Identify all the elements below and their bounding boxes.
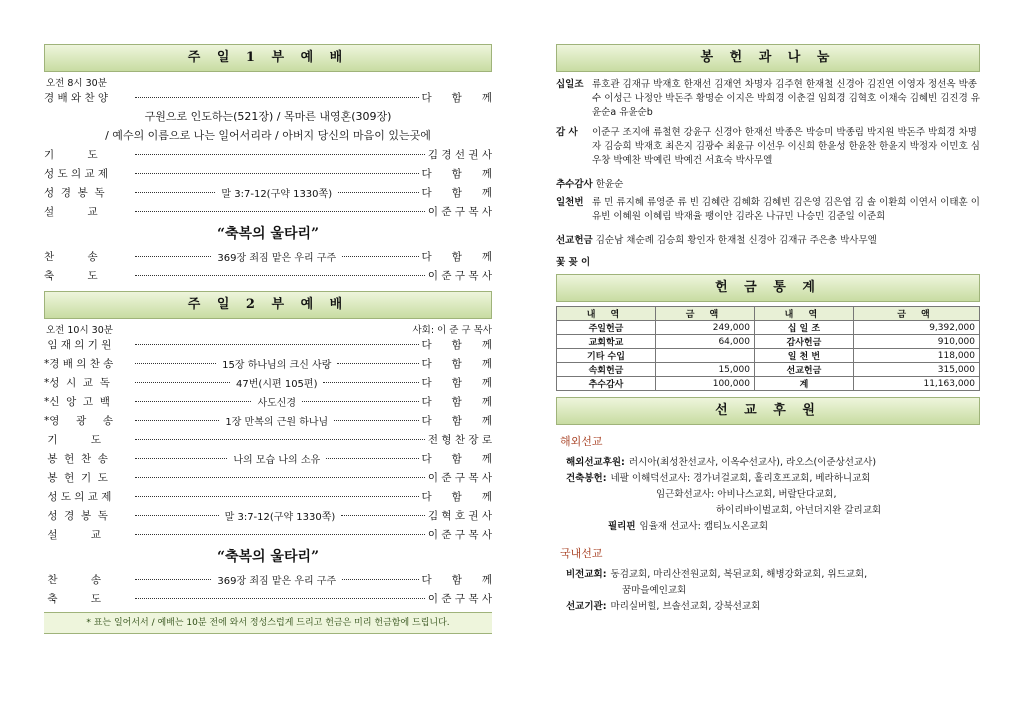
mission-text: 마리실버힐, 브솔선교회, 강북선교회	[610, 601, 761, 612]
order-row	[44, 487, 492, 506]
offering-section	[556, 78, 980, 120]
order-label: 봉 헌 찬 송	[44, 453, 108, 465]
mission-text: 러시아(최성찬선교사, 이옥수선교사), 라오스(이준상선교사)	[628, 457, 877, 468]
service1-title: 주 일 1 부 예 배	[44, 44, 492, 72]
domestic-heading: 국내선교	[560, 547, 603, 560]
offering-names: 이준구 조지애 류철현 강윤구 신경아 한재선 박종은 박승미 박종림 박지원 박돈주 박희경 차명자 김승희 박재호 최은지 김광수 최윤규 이선우 이신희 한윤성 한윤찬 한윤지 박정자 이민호 심우창 박예찬 박예린 박예건 서효숙 박사무엘	[592, 127, 980, 166]
service2-title: 주 일 2 부 예 배	[44, 291, 492, 319]
order-row	[44, 145, 492, 164]
order-leader: 이 준 구 목 사	[427, 529, 492, 541]
order-detail: 369장 죄짐 맡은 우리 구주	[217, 253, 337, 264]
order-leader: 이 준 구 목 사	[427, 472, 492, 484]
order-leader: 이 준 구 목 사	[427, 593, 492, 605]
dot-leader	[135, 515, 219, 516]
table-row	[557, 349, 980, 363]
dot-leader	[342, 256, 418, 257]
hymn-line: 구원으로 인도하는(521장) / 목마른 내영혼(309장)	[144, 110, 392, 123]
order-leader: 다 함 께	[421, 396, 492, 408]
order-row	[44, 506, 492, 525]
stats-amount: 118,000	[853, 349, 979, 363]
order-leader: 전 형 찬 장 로	[427, 434, 492, 446]
stats-header: 내 역	[557, 307, 656, 321]
dot-leader	[334, 420, 418, 421]
offering-category: 일천번	[556, 197, 584, 208]
offering-section	[556, 126, 980, 168]
order-label: 기 도	[44, 434, 102, 446]
order-leader: 다 함 께	[421, 574, 493, 586]
mission-text: 꿈마을예인교회	[622, 585, 687, 596]
dot-leader	[135, 97, 419, 98]
mission-row	[566, 519, 980, 535]
stats-table	[556, 306, 980, 391]
order-leader: 다 함 께	[421, 251, 493, 263]
dot-leader	[135, 579, 211, 580]
left-column	[44, 44, 492, 634]
order-row	[44, 468, 492, 487]
order-detail: 47번(시편 105편)	[236, 379, 318, 390]
offering-category: 감 사	[556, 127, 578, 138]
dot-leader	[337, 363, 418, 364]
stats-title: 헌 금 통 계	[556, 274, 980, 302]
stats-item: 주일헌금	[557, 321, 656, 335]
order-label: 경 배 와 찬 양	[44, 92, 109, 104]
order-leader: 이 준 구 목 사	[427, 270, 492, 282]
offering-names: 류호관 김재규 박재호 한재선 김재연 차명자 김주현 한재철 신경아 김진연 이영자 정선옥 박종수 이성근 나정안 박돈주 황명순 이지은 박희경 이춘걸 임희경 김혁호 이채숙 김혜빈 김진경 유윤순a 유윤순b	[592, 79, 980, 118]
order-label: 축 도	[44, 593, 102, 605]
dot-leader	[323, 382, 418, 383]
mission-row	[566, 583, 980, 599]
dot-leader	[135, 275, 425, 276]
order-leader: 다 함 께	[421, 168, 492, 180]
order-detail: 나의 모습 나의 소유	[233, 455, 321, 466]
table-row	[557, 321, 980, 335]
stats-item: 일 천 번	[754, 349, 853, 363]
dot-leader	[135, 192, 215, 193]
stats-header: 금 액	[853, 307, 979, 321]
offering-names: 류 민 류지혜 류영준 류 빈 김혜란 김혜화 김혜빈 김은영 김은엽 김 솔 이환희 이연서 이태훈 이유빈 이혜원 이혜림 박재율 팽이안 김라온 나규민 나승민 김준일 이준희	[592, 197, 980, 222]
dot-leader	[135, 211, 425, 212]
order-label: 성 도 의 교 제	[44, 168, 109, 180]
mission-text: 임율재 선교사: 캠티뇨시온교회	[639, 521, 769, 532]
dot-leader	[135, 173, 419, 174]
dot-leader	[342, 579, 418, 580]
service1-time: 오전 8시 30분	[46, 78, 107, 89]
order-leader: 다 함 께	[421, 339, 492, 351]
order-row	[44, 164, 492, 183]
stats-amount: 15,000	[655, 363, 754, 377]
dot-leader	[341, 515, 425, 516]
mission-text: 네팔 이해덕선교사: 경가녀걸교회, 홀리호프교회, 베라하니교회	[610, 473, 871, 484]
order-row	[44, 354, 492, 373]
order-row	[44, 335, 492, 354]
order-row	[44, 266, 492, 285]
order-leader: 다 함 께	[421, 491, 492, 503]
dot-leader	[326, 458, 418, 459]
stats-item: 속회헌금	[557, 363, 656, 377]
stats-item: 선교헌금	[754, 363, 853, 377]
stats-item: 십 일 조	[754, 321, 853, 335]
mission-row	[566, 487, 980, 503]
mission-row	[566, 503, 980, 519]
dot-leader	[135, 496, 419, 497]
mission-text: 임근화선교사: 아비나스교회, 버랄단다교회,	[656, 489, 837, 500]
stats-amount: 249,000	[655, 321, 754, 335]
service2-sermon-title: “축복의 울타리”	[216, 549, 320, 565]
table-row	[557, 377, 980, 391]
order-label: 성 경 봉 독	[44, 510, 108, 522]
mission-title: 선 교 후 원	[556, 397, 980, 425]
order-leader: 김 경 선 권 사	[427, 149, 492, 161]
order-row	[44, 373, 492, 392]
order-label: 찬 송	[44, 574, 102, 586]
stats-item: 감사헌금	[754, 335, 853, 349]
stats-amount	[655, 349, 754, 363]
order-row	[44, 88, 492, 107]
order-label: 성 경 봉 독	[44, 187, 105, 199]
order-leader: 이 준 구 목 사	[427, 206, 492, 218]
dot-leader	[338, 192, 418, 193]
order-label: 기 도	[44, 149, 98, 161]
order-leader: 다 함 께	[421, 92, 492, 104]
order-label: 임 재 의 기 원	[44, 339, 112, 351]
service-note: * 표는 일어서서 / 예배는 10분 전에 와서 정성스럽게 드리고 헌금은 미리 헌금함에 드립니다.	[44, 612, 492, 634]
stats-header: 금 액	[655, 307, 754, 321]
service2-presider: 사회: 이 준 구 목사	[412, 325, 492, 336]
stats-amount: 9,392,000	[853, 321, 979, 335]
table-row	[557, 363, 980, 377]
offering-mission: 선교헌금 김순남 채순례 김승희 황인자 한재철 신경아 김재규 주은총 박사무엘	[556, 235, 877, 246]
order-label: *경 배 의 찬 송	[44, 358, 114, 370]
order-row	[44, 570, 492, 589]
order-row	[44, 411, 492, 430]
order-row	[44, 589, 492, 608]
mission-text: 동검교회, 마리산전원교회, 복된교회, 해병강화교회, 위드교회,	[610, 569, 868, 580]
stats-item: 교회학교	[557, 335, 656, 349]
stats-amount: 11,163,000	[853, 377, 979, 391]
mission-row	[566, 455, 980, 471]
stats-header: 내 역	[754, 307, 853, 321]
order-detail: 369장 죄짐 맡은 우리 구주	[217, 576, 337, 587]
order-label: 봉 헌 기 도	[44, 472, 108, 484]
order-row	[44, 247, 492, 266]
offering-harvest: 추수감사 한윤순	[556, 179, 624, 190]
offering-section	[556, 196, 980, 224]
order-label: *성 시 교 독	[44, 377, 110, 389]
order-label: 찬 송	[44, 251, 98, 263]
dot-leader	[135, 382, 230, 383]
offering-title: 봉 헌 과 나 눔	[556, 44, 980, 72]
dot-leader	[135, 420, 219, 421]
dot-leader	[135, 401, 251, 402]
order-detail: 말 3:7-12(구약 1330쪽)	[224, 512, 336, 523]
order-detail: 15장 하나님의 크신 사랑	[222, 360, 332, 371]
dot-leader	[135, 477, 425, 478]
order-label: 축 도	[44, 270, 98, 282]
stats-amount: 315,000	[853, 363, 979, 377]
offering-category: 십일조	[556, 79, 584, 90]
order-detail: 1장 만복의 근원 하나님	[225, 417, 329, 428]
order-row	[44, 202, 492, 221]
service1-sermon-title: “축복의 울타리”	[216, 226, 320, 242]
offering-flowers: 꽃 꽂 이	[556, 257, 591, 268]
order-detail: 사도신경	[257, 398, 297, 409]
order-row	[44, 392, 492, 411]
mission-text: 하이리바이벌교회, 아넌더지완 갈리교회	[716, 505, 882, 516]
dot-leader	[135, 439, 425, 440]
mission-category: 건축봉헌:	[566, 473, 607, 484]
table-row	[557, 335, 980, 349]
order-leader: 다 함 께	[421, 187, 493, 199]
dot-leader	[135, 154, 425, 155]
order-leader: 김 혁 호 권 사	[427, 510, 493, 522]
order-label: *영 광 송	[44, 415, 114, 427]
order-detail: 말 3:7-12(구약 1330쪽)	[221, 189, 333, 200]
dot-leader	[135, 534, 425, 535]
mission-category: 필리핀	[608, 521, 636, 532]
mission-category: 선교기관:	[566, 601, 607, 612]
order-row	[44, 525, 492, 544]
order-leader: 다 함 께	[421, 358, 492, 370]
hymn-line: / 예수의 이름으로 나는 일어서리라 / 아버지 당신의 마음이 있는곳에	[105, 129, 431, 142]
service2-time: 오전 10시 30분 사회: 이 준 구 목사	[44, 319, 492, 335]
right-column	[556, 44, 980, 615]
mission-category: 비전교회:	[566, 569, 607, 580]
order-row	[44, 183, 492, 202]
mission-row	[566, 599, 980, 615]
dot-leader	[135, 363, 216, 364]
order-row	[44, 430, 492, 449]
order-label: *신 앙 고 백	[44, 396, 110, 408]
order-label: 설 교	[44, 529, 102, 541]
order-label: 설 교	[44, 206, 98, 218]
stats-item: 기타 수입	[557, 349, 656, 363]
mission-row	[566, 471, 980, 487]
stats-amount: 910,000	[853, 335, 979, 349]
order-leader: 다 함 께	[421, 453, 492, 465]
dot-leader	[135, 344, 419, 345]
dot-leader	[302, 401, 418, 402]
dot-leader	[135, 598, 425, 599]
order-leader: 다 함 께	[421, 415, 493, 427]
overseas-heading: 해외선교	[560, 435, 603, 448]
dot-leader	[135, 458, 227, 459]
order-row	[44, 449, 492, 468]
stats-item: 추수감사	[557, 377, 656, 391]
order-leader: 다 함 께	[421, 377, 493, 389]
mission-row	[566, 567, 980, 583]
stats-amount: 100,000	[655, 377, 754, 391]
stats-amount: 64,000	[655, 335, 754, 349]
order-label: 성 도 의 교 제	[44, 491, 112, 503]
mission-category: 해외선교후원:	[566, 457, 625, 468]
dot-leader	[135, 256, 211, 257]
stats-item: 계	[754, 377, 853, 391]
